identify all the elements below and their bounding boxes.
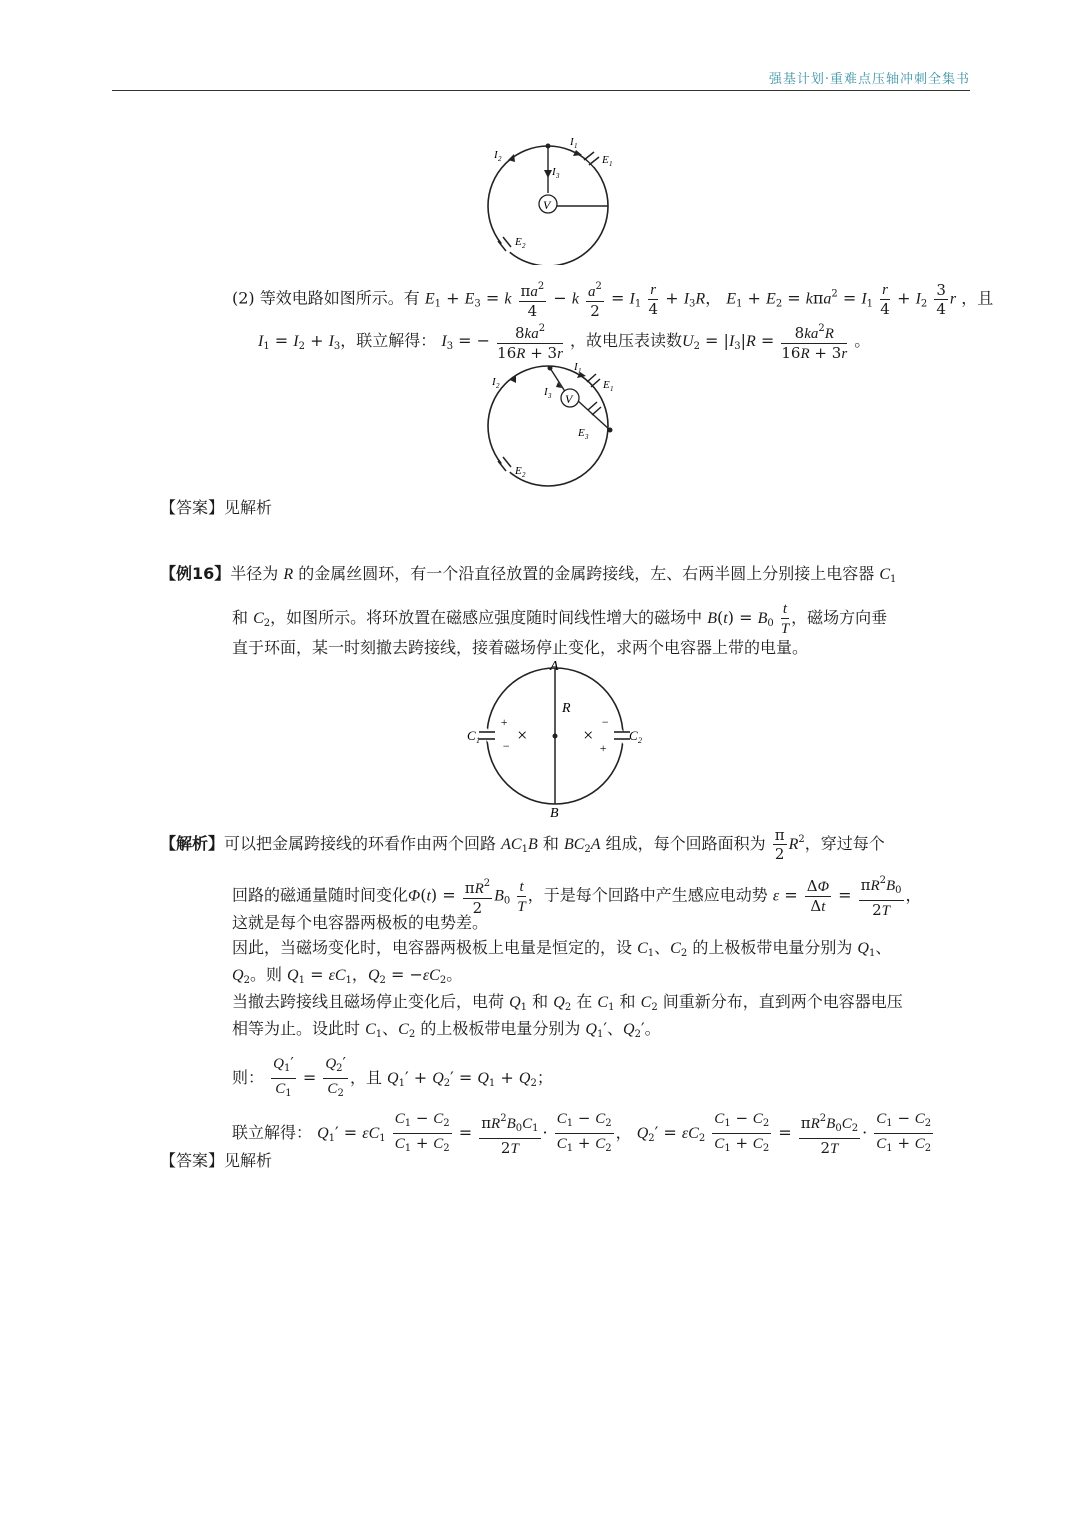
answer-2-tag: 【答案】 bbox=[160, 1151, 225, 1170]
example16-tag: 【例16】 bbox=[160, 564, 231, 583]
fig2-label-e1: E bbox=[603, 379, 610, 391]
fig1-arrow-i1 bbox=[573, 150, 582, 156]
fig2-label-e2: E bbox=[515, 465, 522, 477]
fig3-label-a: A bbox=[550, 660, 559, 674]
fig1-label-e2: E bbox=[515, 236, 522, 248]
circuit-figure-2 bbox=[470, 358, 630, 488]
fig2-label-i3: I bbox=[544, 386, 548, 398]
fig2-node-right bbox=[608, 428, 613, 433]
example16-line-1: 【例16】半径为 R 的金属丝圆环，有一个沿直径放置的金属跨接线，左、右两半圆上分别接上电容器 $C_1$ bbox=[160, 564, 897, 585]
fig2-label-v: V bbox=[565, 392, 573, 406]
analysis-line-9: 联立解得： $Q_1' = \varepsilon C_1$ $\frac{C_1 - C_2}{C_1 + C_2}$ = $\frac{\pi R^2B_0C_1}{2T}$ · $\frac{C_1 - C_2}{C_1 + C_2}$ ， $Q_2' = \varepsilon C_2$ $\frac{C_1 - C_2}{C_1 + C_2}$ = $\frac{\pi R^2B_0C_2}{2T}$ · $\frac{C_1 - C_2}{C_1 + C_2}$ bbox=[232, 1109, 932, 1157]
circuit-figure-1 bbox=[470, 130, 630, 265]
analysis-line-7: 相等为止。设此时 $C_1$、$C_2$ 的上极板带电量分别为 $Q_1'$、$Q_2'$。 bbox=[232, 1019, 661, 1040]
svg-text:2: 2 bbox=[496, 382, 500, 390]
answer-1 bbox=[160, 497, 272, 519]
example16-line-3: 直于环面，某一时刻撤去跨接线，接着磁场停止变化，求两个电容器上带的电量。 bbox=[232, 638, 809, 657]
fig1-label-e1: E bbox=[602, 154, 609, 166]
fig1-arrow-i3 bbox=[544, 170, 552, 178]
svg-text:3: 3 bbox=[556, 172, 560, 180]
fig3-plus-left: + bbox=[500, 715, 509, 729]
part2-equation-line-2: $I_1 = I_2 + I_3$，联立解得： $I_3$ = − $\frac{8ka^2}{16R + 3r}$ ，故电压表读数$U_2 = |I_3|R$ = $\frac{8ka^2R}{16R + 3r}$ 。 bbox=[258, 320, 870, 363]
fig3-cross-left: × bbox=[516, 725, 529, 745]
analysis-line-2: 回路的磁通量随时间变化Φ(t) = $\frac{\pi R^2}{2}$ $B_0$ $\frac{t}{T}$ ，于是每个回路中产生感应电动势 ε = $\frac{\Delta\Phi}{\Delta t}$ = $\frac{\pi R^2B_0}{2T}$ ， bbox=[232, 872, 922, 920]
svg-text:1: 1 bbox=[609, 160, 613, 168]
analysis-tag: 【解析】 bbox=[160, 834, 225, 853]
svg-text:1: 1 bbox=[476, 736, 480, 745]
fig3-plus-right: + bbox=[599, 741, 608, 755]
page-header bbox=[112, 62, 970, 91]
fig1-label-i3: I bbox=[552, 166, 556, 178]
fig2-node-top bbox=[548, 366, 553, 371]
fig2-label-i2: I bbox=[492, 376, 496, 388]
fig3-cross-right: × bbox=[582, 725, 595, 745]
svg-text:3: 3 bbox=[585, 433, 589, 441]
fig3-center bbox=[553, 734, 558, 739]
fig2-label-e3: E bbox=[578, 427, 585, 439]
analysis-line-8: 则： $\frac{Q_1'}{C_1}$ = $\frac{Q_2'}{C_2}$ ，且 $Q_1' + Q_2' = Q_1 + Q_2$； bbox=[232, 1054, 553, 1099]
analysis-line-5: $Q_2$。则 $Q_1 = \varepsilon C_1$，$Q_2 = -\varepsilon C_2$。 bbox=[232, 965, 463, 986]
part2-equation-line-1: (2) 等效电路如图所示。有 $E_1 + E_3 = k$ $\frac{\pi a^2}{4}$ − k $\frac{a^2}{2}$ = $I_1$ $\frac{r}{4}$ + $I_3R$， $E_1 + E_2 = k\pi a^2 = I_1$ $\frac{r}{4}$ + $I_2$ $\frac{3}{4}$ r ，且 bbox=[232, 278, 993, 320]
svg-text:1: 1 bbox=[610, 385, 614, 393]
fig3-minus-left: − bbox=[502, 739, 511, 753]
ring-capacitor-figure bbox=[462, 660, 652, 818]
svg-text:3: 3 bbox=[548, 392, 552, 400]
answer-1-text: 见解析 bbox=[224, 498, 273, 517]
svg-text:1: 1 bbox=[574, 142, 578, 150]
analysis-line-1: 【解析】可以把金属跨接线的环看作由两个回路 $AC_1B$ 和 $BC_2A$ 组成，每个回路面积为 $\frac{\pi}{2}$ $R^2$，穿过每个 bbox=[160, 826, 885, 863]
answer-2 bbox=[160, 1150, 272, 1172]
analysis-line-6: 当撤去跨接线且磁场停止变化后，电荷 $Q_1$ 和 $Q_2$ 在 $C_1$ 和 $C_2$ 间重新分布，直到两个电容器电压 bbox=[232, 992, 903, 1013]
analysis-line-3: 这就是每个电容器两极板的电势差。 bbox=[232, 913, 489, 932]
fig3-label-b: B bbox=[550, 806, 559, 818]
example16-line-2: 和 $C_2$，如图所示。将环放置在磁感应强度随时间线性增大的磁场中 $B(t) = B_0$ $\frac{t}{T}$ ，磁场方向垂 bbox=[232, 601, 888, 637]
fig3-label-r: R bbox=[562, 701, 571, 716]
header-title: 强基计划·重难点压轴冲刺全集书 bbox=[768, 72, 970, 87]
answer-1-tag: 【答案】 bbox=[160, 498, 225, 517]
fig1-label-i2: I bbox=[494, 149, 498, 161]
answer-2-text: 见解析 bbox=[224, 1151, 273, 1170]
fig1-label-i1: I bbox=[570, 136, 574, 148]
svg-text:2: 2 bbox=[638, 736, 642, 745]
fig3-minus-right: − bbox=[601, 715, 610, 729]
svg-text:1: 1 bbox=[578, 367, 582, 375]
fig1-node bbox=[546, 144, 551, 149]
fig3-label-c2: C bbox=[629, 728, 638, 743]
fig3-label-c1: C bbox=[467, 728, 476, 743]
analysis-line-4: 因此，当磁场变化时，电容器两极板上电量是恒定的，设 $C_1$、$C_2$ 的上极板带电量分别为 $Q_1$、 bbox=[232, 938, 892, 959]
fig1-label-v: V bbox=[543, 198, 551, 212]
svg-text:2: 2 bbox=[522, 471, 526, 479]
fig2-label-i1: I bbox=[574, 361, 578, 373]
svg-text:2: 2 bbox=[522, 242, 526, 250]
svg-text:2: 2 bbox=[498, 155, 502, 163]
